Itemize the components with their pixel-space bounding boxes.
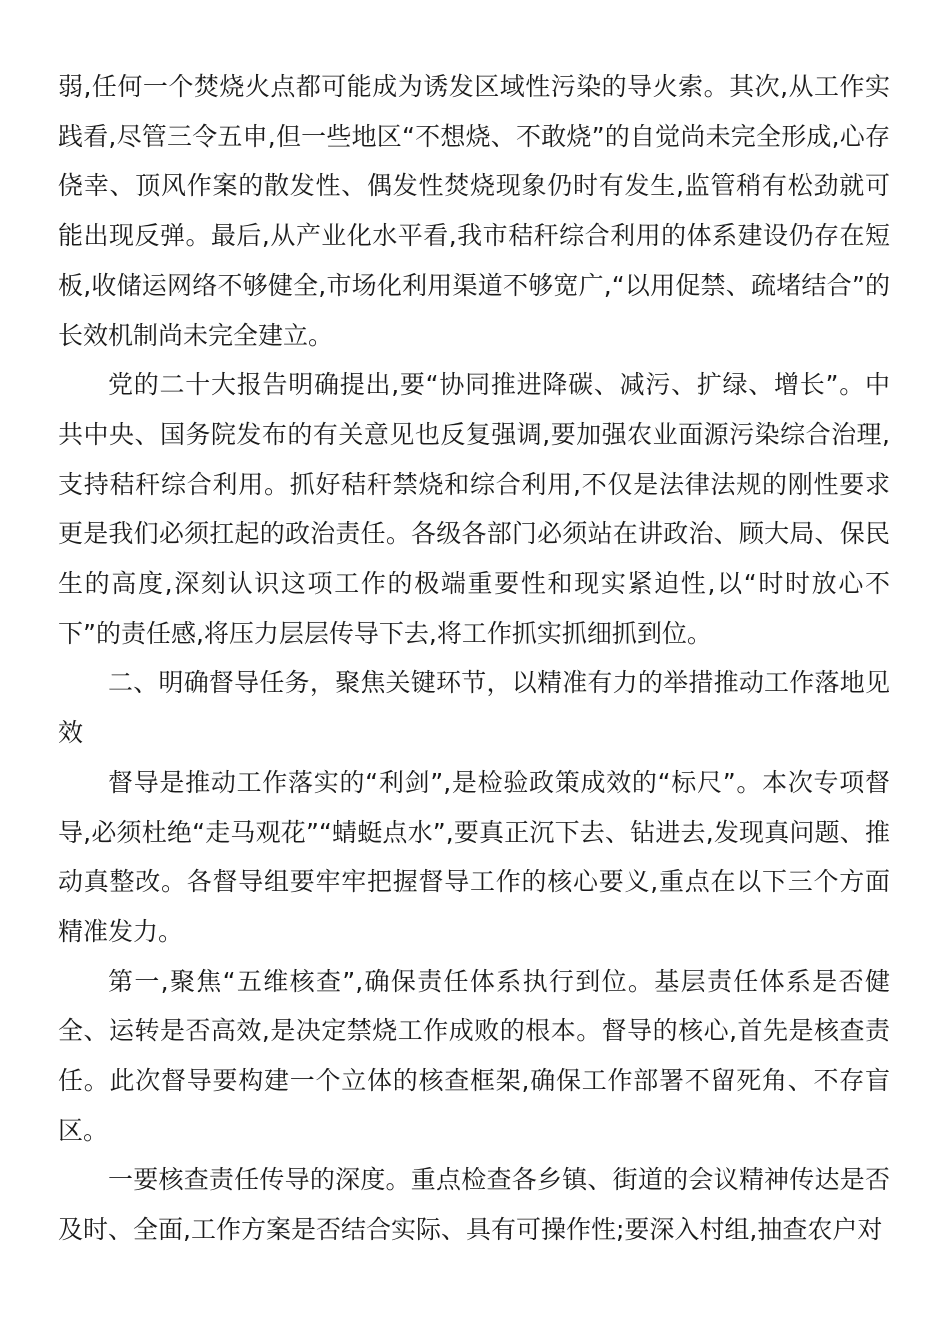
paragraph-continued: 弱,任何一个焚烧火点都可能成为诱发区域性污染的导火索。其次,从工作实践看,尽管三令五申,但一些地区“不想烧、不敢烧”的自觉尚未完全形成,心存侥幸、顶风作案的散发性、偶发性焚烧现象仍时有发生,监管稍有松劲就可能出现反弹。最后,从产业化水平看,我市秸秆综合利用的体系建设仍存在短板,收储运网络不够健全,市场化利用渠道不够宽广,“以用促禁、疏堵结合”的长效机制尚未完全建立。	[58, 72, 890, 350]
document-page	[58, 62, 890, 1255]
section-heading: 二、明确督导任务，聚焦关键环节，以精准有力的举措推动工作落地见效	[58, 668, 890, 748]
paragraph: 党的二十大报告明确提出,要“协同推进降碳、减污、扩绿、增长”。中共中央、国务院发布的有关意见也反复强调,要加强农业面源污染综合治理,支持秸秆综合利用。抓好秸秆禁烧和综合利用,不仅是法律法规的刚性要求更是我们必须扛起的政治责任。各级各部门必须站在讲政治、顾大局、保民生的高度,深刻认识这项工作的极端重要性和现实紧迫性,以“时时放心不下”的责任感,将压力层层传导下去,将工作抓实抓细抓到位。	[58, 370, 890, 648]
paragraph: 一要核查责任传导的深度。重点检查各乡镇、街道的会议精神传达是否及时、全面,工作方案是否结合实际、具有可操作性;要深入村组,抽查农户对	[58, 1165, 890, 1245]
paragraph: 第一,聚焦“五维核查”,确保责任体系执行到位。基层责任体系是否健全、运转是否高效,是决定禁烧工作成败的根本。督导的核心,首先是核查责任。此次督导要构建一个立体的核查框架,确保工作部署不留死角、不存盲区。	[58, 966, 890, 1145]
paragraph: 督导是推动工作落实的“利剑”,是检验政策成效的“标尺”。本次专项督导,必须杜绝“走马观花”“蜻蜓点水”,要真正沉下去、钻进去,发现真问题、推动真整改。各督导组要牢牢把握督导工作的核心要义,重点在以下三个方面精准发力。	[58, 767, 890, 946]
